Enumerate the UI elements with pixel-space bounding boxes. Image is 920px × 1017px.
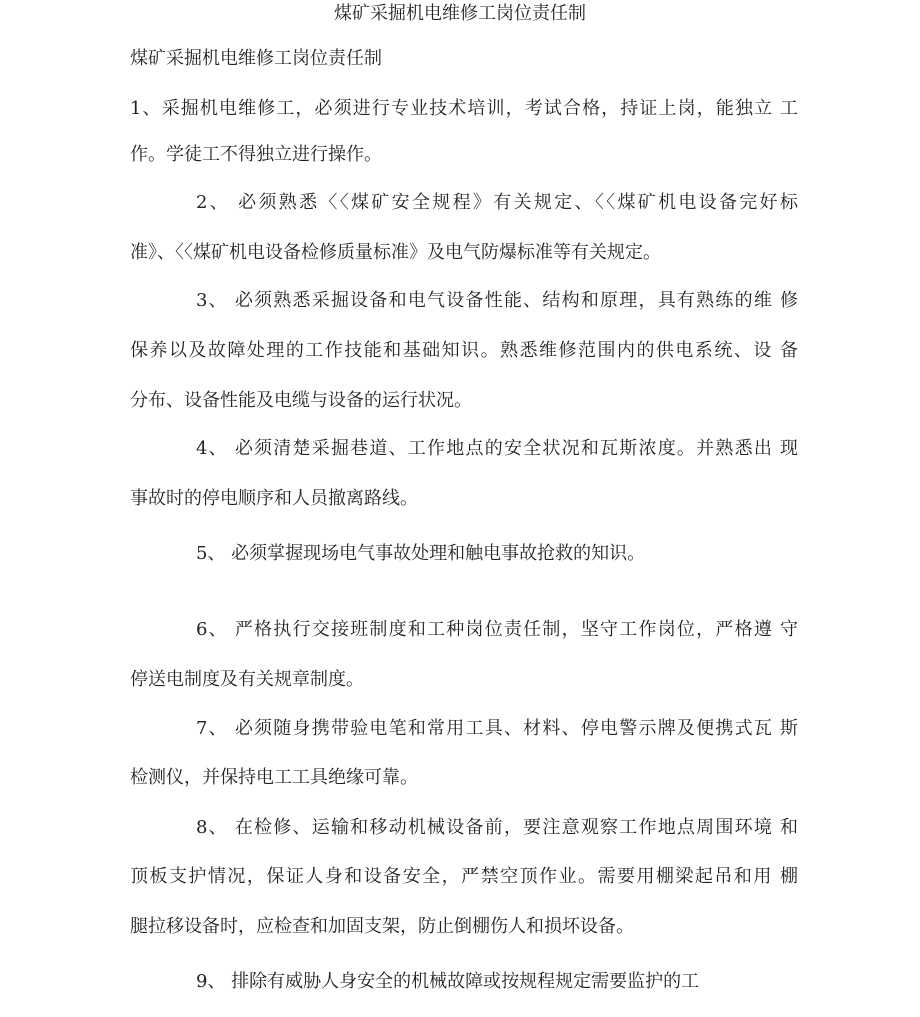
- text-line: 准》、〈〈煤矿机电设备检修质量标准》及电气防爆标准等有关规定。: [130, 242, 661, 263]
- text-line: 6、 严格执行交接班制度和工种岗位责任制，坚守工作岗位，严格遵 守: [196, 619, 798, 640]
- text-line: 保养以及故障处理的工作技能和基础知识。熟悉维修范围内的供电系统、设 备: [130, 340, 798, 361]
- text-line: 8、 在检修、运输和移动机械设备前，要注意观察工作地点周围环境 和: [196, 817, 798, 838]
- text-line: 顶板支护情况，保证人身和设备安全，严禁空顶作业。需要用棚梁起吊和用 棚: [130, 866, 798, 887]
- text-line: 停送电制度及有关规章制度。: [130, 669, 364, 690]
- text-line: 2、 必须熟悉〈〈煤矿安全规程》有关规定、〈〈煤矿机电设备完好标: [196, 192, 798, 213]
- text-line: 5、 必须掌握现场电气事故处理和触电事故抢救的知识。: [196, 543, 646, 564]
- text-line: 7、 必须随身携带验电笔和常用工具、材料、停电警示牌及便携式瓦 斯: [196, 718, 798, 739]
- text-line: 腿拉移设备时，应检查和加固支架，防止倒棚伤人和损坏设备。: [130, 916, 634, 937]
- text-line: 检测仪，并保持电工工具绝缘可靠。: [130, 767, 418, 788]
- text-line: 作。学徒工不得独立进行操作。: [130, 144, 382, 165]
- text-line: 4、 必须清楚采掘巷道、工作地点的安全状况和瓦斯浓度。并熟悉出 现: [196, 438, 798, 459]
- text-line: 9、 排除有威胁人身安全的机械故障或按规程规定需要监护的工: [196, 971, 700, 992]
- document-title: 煤矿采掘机电维修工岗位责任制: [130, 48, 382, 69]
- text-line: 分布、设备性能及电缆与设备的运行状况。: [130, 390, 472, 411]
- text-line: 3、 必须熟悉采掘设备和电气设备性能、结构和原理，具有熟练的维 修: [196, 290, 798, 311]
- text-line: 1、采掘机电维修工，必须进行专业技术培训，考试合格，持证上岗，能独立 工: [130, 98, 798, 119]
- running-header: 煤矿采掘机电维修工岗位责任制: [334, 3, 586, 24]
- text-line: 事故时的停电顺序和人员撤离路线。: [130, 488, 418, 509]
